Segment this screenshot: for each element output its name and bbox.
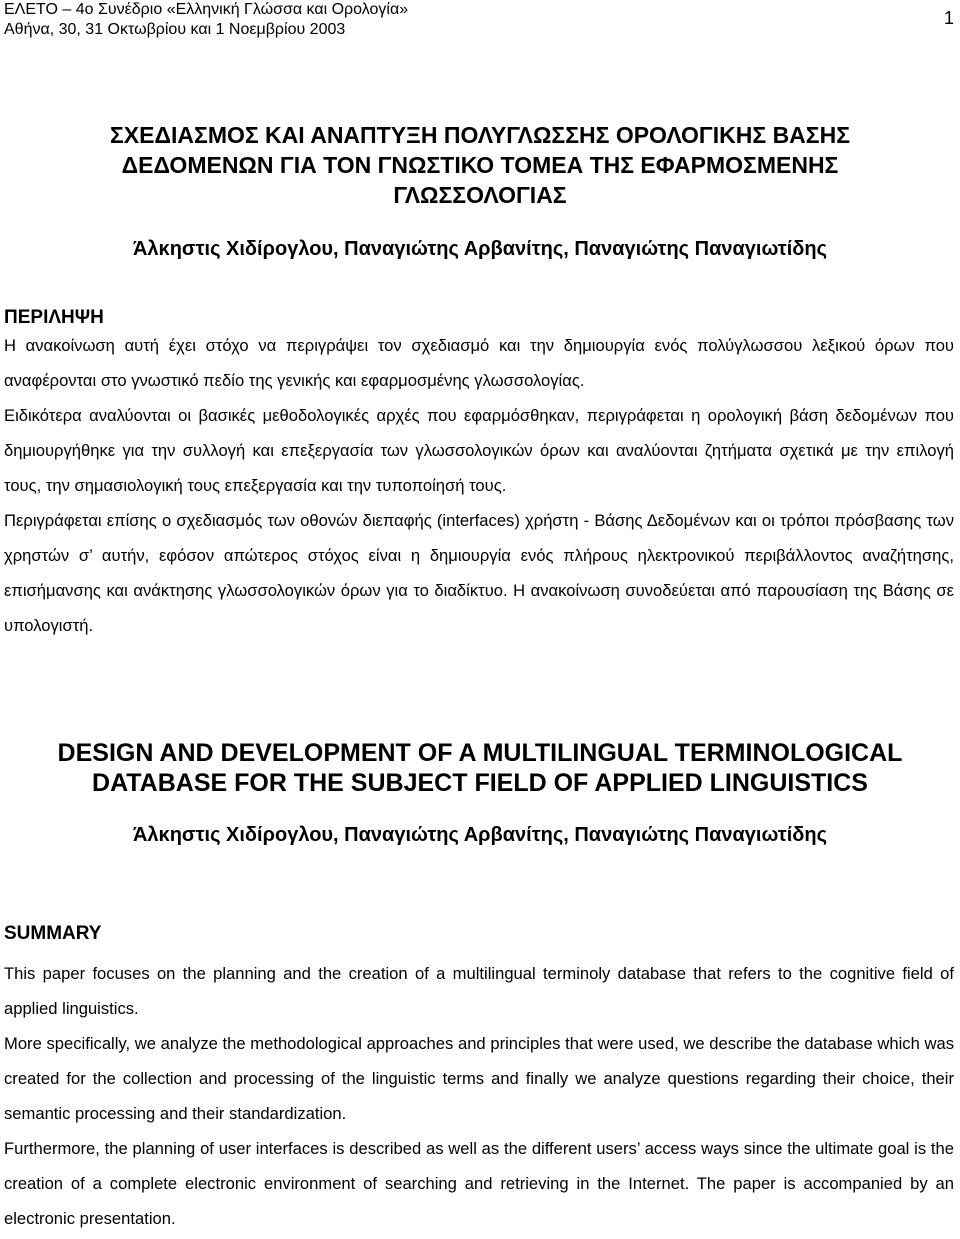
header-date: Αθήνα, 30, 31 Οκτωβρίου και 1 Νοεμβρίου 2003 [4, 21, 346, 38]
english-authors: Άλκηστις Χιδίρογλου, Παναγιώτης Αρβανίτης, Παναγιώτης Παναγιωτίδης [132, 824, 828, 846]
english-summary-paragraph: Furthermore, the planning of user interfaces is described as well as the different users’ access ways since the ultimate goal is the creation of a complete electronic environment of searching and retrieving in the Internet. The paper is accompanied by an electronic presentation. [4, 1139, 954, 1228]
page-number: 1 [943, 8, 954, 28]
greek-abstract [4, 328, 954, 643]
greek-abstract-paragraph: Περιγράφεται επίσης ο σχεδιασμός των οθονών διεπαφής (interfaces) χρήστη - Βάσης Δεδομένων και οι τρόποι πρόσβασης των χρηστών σ’ αυτήν, εφόσον απώτερος στόχος είναι η δημιουργία ενός πλήρους ηλεκτρονικού περιβάλλοντος αναζήτησης, επισήμανσης και ανάκτησης γλωσσολογικών όρων για το διαδίκτυο. Η ανακοίνωση συνοδεύεται από παρουσίαση της Βάσης σε υπολογιστή. [4, 511, 954, 635]
greek-authors: Άλκηστις Χιδίρογλου, Παναγιώτης Αρβανίτης, Παναγιώτης Παναγιωτίδης [132, 238, 828, 260]
greek-title [0, 120, 960, 210]
running-header [4, 0, 954, 40]
greek-title-line: ΓΛΩΣΣΟΛΟΓΙΑΣ [393, 182, 567, 208]
english-summary-paragraph: More specifically, we analyze the methodological approaches and principles that were used, we describe the database which was created for the collection and processing of the linguistic terms and finally we analyze questions regarding their choice, their semantic processing and their standardization. [4, 1034, 954, 1123]
english-title-line: DESIGN AND DEVELOPMENT OF A MULTILINGUAL TERMINOLOGICAL [57, 739, 903, 767]
english-summary [4, 956, 954, 1236]
english-summary-paragraph: This paper focuses on the planning and the creation of a multilingual terminoly database that refers to the cognitive field of applied linguistics. [4, 964, 954, 1018]
greek-title-line: ΔΕΔΟΜΕΝΩΝ ΓΙΑ ΤΟΝ ΓΝΩΣΤΙΚΟ ΤΟΜΕΑ ΤΗΣ ΕΦΑΡΜΟΣΜΕΝΗΣ [121, 152, 839, 178]
greek-abstract-paragraph: Η ανακοίνωση αυτή έχει στόχο να περιγράψει τον σχεδιασμό και την δημιουργία ενός πολύγλωσσου λεξικού όρων που αναφέρονται στο γνωστικό πεδίο της γενικής και εφαρμοσμένης γλωσσολογίας. [4, 336, 954, 390]
header-conference: ΕΛΕΤΟ – 4ο Συνέδριο «Ελληνική Γλώσσα και Ορολογία» [4, 1, 409, 18]
english-title [0, 738, 960, 798]
greek-title-line: ΣΧΕΔΙΑΣΜΟΣ ΚΑΙ ΑΝΑΠΤΥΞΗ ΠΟΛΥΓΛΩΣΣΗΣ ΟΡΟΛΟΓΙΚΗΣ ΒΑΣΗΣ [110, 122, 850, 148]
english-summary-heading: SUMMARY [4, 923, 102, 944]
greek-abstract-heading: ΠΕΡΙΛΗΨΗ [4, 307, 104, 328]
english-title-line: DATABASE FOR THE SUBJECT FIELD OF APPLIED LINGUISTICS [92, 769, 868, 797]
greek-abstract-paragraph: Ειδικότερα αναλύονται οι βασικές μεθοδολογικές αρχές που εφαρμόσθηκαν, περιγράφεται η ορολογική βάση δεδομένων που δημιουργήθηκε για την συλλογή και επεξεργασία των γλωσσολογικών όρων και αναλύονται ζητήματα σχετικά με την επιλογή τους, την σημασιολογική τους επεξεργασία και την τυποποίησή τους. [4, 406, 954, 495]
